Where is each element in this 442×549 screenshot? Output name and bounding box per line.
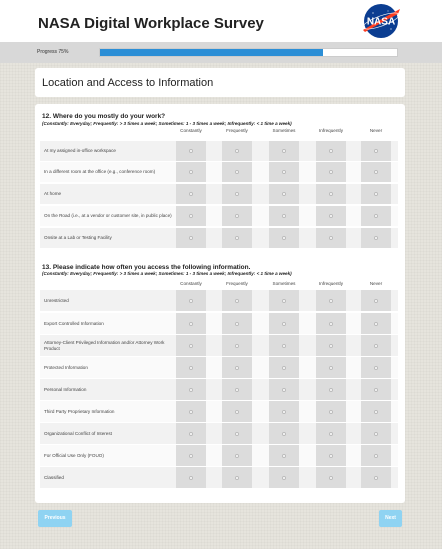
radio-cell[interactable] <box>222 228 252 248</box>
radio-button[interactable] <box>374 299 378 303</box>
radio-button[interactable] <box>329 170 333 174</box>
radio-button[interactable] <box>189 410 193 414</box>
radio-button[interactable] <box>282 344 286 348</box>
radio-button[interactable] <box>189 192 193 196</box>
radio-button[interactable] <box>329 322 333 326</box>
radio-cell[interactable] <box>176 335 206 356</box>
logo-text: NASA <box>366 16 396 28</box>
row-label: Attorney-Client Privileged Information and/or Attorney Work Product <box>44 339 165 351</box>
nasa-logo-icon <box>358 2 404 40</box>
radio-cell[interactable] <box>361 184 391 204</box>
row-label: Personal Information <box>44 386 87 392</box>
radio-button[interactable] <box>329 476 333 480</box>
matrix-row <box>40 467 398 488</box>
matrix-row <box>40 141 398 161</box>
matrix-row <box>40 184 398 204</box>
radio-button[interactable] <box>374 388 378 392</box>
radio-button[interactable] <box>189 388 193 392</box>
row-label: At my assigned in-office workspace <box>44 147 116 153</box>
radio-button[interactable] <box>189 236 193 240</box>
radio-button[interactable] <box>282 366 286 370</box>
radio-cell[interactable] <box>176 467 206 488</box>
radio-button[interactable] <box>329 344 333 348</box>
radio-cell[interactable] <box>176 206 206 226</box>
column-header-sometimes: Sometimes <box>272 281 296 286</box>
radio-cell[interactable] <box>316 206 346 226</box>
radio-cell[interactable] <box>316 335 346 356</box>
previous-button[interactable]: Previous <box>38 510 72 527</box>
radio-cell[interactable] <box>361 290 391 311</box>
matrix-row <box>40 162 398 182</box>
radio-button[interactable] <box>329 149 333 153</box>
radio-cell[interactable] <box>269 290 299 311</box>
radio-button[interactable] <box>235 192 239 196</box>
matrix-row <box>40 357 398 378</box>
radio-cell[interactable] <box>176 184 206 204</box>
radio-cell[interactable] <box>176 423 206 444</box>
radio-button[interactable] <box>329 366 333 370</box>
radio-button[interactable] <box>329 192 333 196</box>
radio-cell[interactable] <box>222 445 252 466</box>
radio-cell[interactable] <box>222 313 252 334</box>
radio-button[interactable] <box>329 432 333 436</box>
progress-bar <box>99 48 398 57</box>
radio-button[interactable] <box>282 299 286 303</box>
radio-button[interactable] <box>282 476 286 480</box>
matrix-row <box>40 228 398 248</box>
question-13-title: 13. Please indicate how often you access the following information. <box>42 264 251 271</box>
radio-cell[interactable] <box>269 423 299 444</box>
radio-button[interactable] <box>329 236 333 240</box>
progress-fill <box>100 49 323 56</box>
radio-cell[interactable] <box>316 401 346 422</box>
column-header-frequently: Frequently <box>226 128 248 133</box>
radio-cell[interactable] <box>269 184 299 204</box>
radio-button[interactable] <box>329 214 333 218</box>
column-header-frequently: Frequently <box>226 281 248 286</box>
radio-cell[interactable] <box>176 357 206 378</box>
row-label: Organizational Conflict of Interest <box>44 430 112 436</box>
radio-button[interactable] <box>189 366 193 370</box>
radio-cell[interactable] <box>222 290 252 311</box>
column-header-infrequently: Infrequently <box>318 128 343 133</box>
matrix-row <box>40 290 398 311</box>
radio-cell[interactable] <box>176 162 206 182</box>
radio-cell[interactable] <box>222 141 252 161</box>
radio-cell[interactable] <box>269 206 299 226</box>
radio-cell[interactable] <box>361 445 391 466</box>
radio-cell[interactable] <box>361 206 391 226</box>
radio-cell[interactable] <box>269 228 299 248</box>
radio-button[interactable] <box>189 454 193 458</box>
radio-cell[interactable] <box>316 141 346 161</box>
radio-cell[interactable] <box>361 357 391 378</box>
radio-cell[interactable] <box>269 401 299 422</box>
radio-button[interactable] <box>374 214 378 218</box>
column-header-never: Never <box>369 128 383 133</box>
radio-button[interactable] <box>189 344 193 348</box>
radio-button[interactable] <box>189 214 193 218</box>
radio-cell[interactable] <box>269 313 299 334</box>
row-label: Unrestricted <box>44 297 69 303</box>
radio-button[interactable] <box>329 388 333 392</box>
survey-title: NASA Digital Workplace Survey <box>38 15 264 32</box>
next-button[interactable]: Next <box>379 510 402 527</box>
row-label: Export Controlled Information <box>44 320 104 326</box>
radio-cell[interactable] <box>269 379 299 400</box>
radio-cell[interactable] <box>222 206 252 226</box>
radio-cell[interactable] <box>361 401 391 422</box>
radio-cell[interactable] <box>269 467 299 488</box>
radio-cell[interactable] <box>361 141 391 161</box>
radio-button[interactable] <box>282 236 286 240</box>
radio-button[interactable] <box>235 170 239 174</box>
radio-cell[interactable] <box>316 357 346 378</box>
radio-cell[interactable] <box>316 445 346 466</box>
radio-cell[interactable] <box>269 445 299 466</box>
column-header-never: Never <box>369 281 383 286</box>
radio-button[interactable] <box>235 432 239 436</box>
matrix-row <box>40 335 398 356</box>
radio-cell[interactable] <box>316 162 346 182</box>
row-label: For Official Use Only (FOUO) <box>44 452 104 458</box>
radio-cell[interactable] <box>316 290 346 311</box>
radio-button[interactable] <box>374 236 378 240</box>
radio-cell[interactable] <box>222 423 252 444</box>
question-12-title: 12. Where do you mostly do your work? <box>42 113 166 120</box>
radio-cell[interactable] <box>222 379 252 400</box>
radio-button[interactable] <box>235 214 239 218</box>
progress-label: Progress 75% <box>37 49 69 55</box>
radio-button[interactable] <box>235 344 239 348</box>
matrix-row <box>40 313 398 334</box>
radio-button[interactable] <box>374 432 378 436</box>
radio-cell[interactable] <box>361 379 391 400</box>
radio-button[interactable] <box>374 454 378 458</box>
radio-button[interactable] <box>189 149 193 153</box>
radio-button[interactable] <box>235 454 239 458</box>
matrix-row <box>40 423 398 444</box>
radio-button[interactable] <box>282 214 286 218</box>
radio-cell[interactable] <box>222 467 252 488</box>
question-12-hint: (Constantly: Everyday; Frequently: > 3 times a week; Sometimes: 1 - 3 times a week; Infrequently: < 1 time a week) <box>42 121 292 126</box>
column-header-constantly: Constantly <box>180 128 202 133</box>
radio-button[interactable] <box>235 366 239 370</box>
radio-cell[interactable] <box>316 313 346 334</box>
radio-button[interactable] <box>282 454 286 458</box>
radio-cell[interactable] <box>361 423 391 444</box>
radio-cell[interactable] <box>176 445 206 466</box>
radio-button[interactable] <box>282 432 286 436</box>
radio-cell[interactable] <box>269 141 299 161</box>
radio-cell[interactable] <box>361 162 391 182</box>
radio-button[interactable] <box>282 170 286 174</box>
row-label: In a different room at the office (e.g., conference room) <box>44 168 156 174</box>
radio-button[interactable] <box>235 149 239 153</box>
radio-cell[interactable] <box>316 379 346 400</box>
radio-button[interactable] <box>235 236 239 240</box>
radio-cell[interactable] <box>269 162 299 182</box>
radio-cell[interactable] <box>222 162 252 182</box>
radio-cell[interactable] <box>222 401 252 422</box>
radio-cell[interactable] <box>222 184 252 204</box>
radio-cell[interactable] <box>316 423 346 444</box>
row-label: Third Party Proprietary Information <box>44 408 115 414</box>
radio-button[interactable] <box>282 149 286 153</box>
matrix-row <box>40 206 398 226</box>
radio-button[interactable] <box>282 388 286 392</box>
radio-button[interactable] <box>189 299 193 303</box>
radio-cell[interactable] <box>176 228 206 248</box>
radio-button[interactable] <box>374 366 378 370</box>
radio-button[interactable] <box>329 299 333 303</box>
radio-button[interactable] <box>329 454 333 458</box>
radio-cell[interactable] <box>176 290 206 311</box>
question-13-hint: (Constantly: Everyday; Frequently: > 3 times a week; Sometimes: 1 - 3 times a week; Infrequently: < 1 time a week) <box>42 271 292 276</box>
radio-cell[interactable] <box>316 184 346 204</box>
radio-cell[interactable] <box>361 467 391 488</box>
page-header <box>0 0 442 42</box>
row-label: Protected Information <box>44 364 88 370</box>
radio-cell[interactable] <box>176 401 206 422</box>
radio-cell[interactable] <box>361 228 391 248</box>
radio-cell[interactable] <box>361 313 391 334</box>
matrix-row <box>40 445 398 466</box>
radio-cell[interactable] <box>316 228 346 248</box>
matrix-row <box>40 379 398 400</box>
row-label: Classified <box>44 474 64 480</box>
section-title: Location and Access to Information <box>42 77 214 89</box>
radio-button[interactable] <box>189 170 193 174</box>
radio-button[interactable] <box>374 410 378 414</box>
row-label: On the Road (i.e., at a vendor or customer site, in public place) <box>44 212 172 218</box>
radio-cell[interactable] <box>269 335 299 356</box>
radio-button[interactable] <box>374 476 378 480</box>
radio-cell[interactable] <box>176 313 206 334</box>
radio-button[interactable] <box>282 410 286 414</box>
radio-cell[interactable] <box>176 379 206 400</box>
radio-button[interactable] <box>374 149 378 153</box>
radio-button[interactable] <box>374 192 378 196</box>
radio-button[interactable] <box>235 388 239 392</box>
radio-button[interactable] <box>329 410 333 414</box>
column-header-constantly: Constantly <box>180 281 202 286</box>
row-label: Onsite at a Lab or Testing Facility <box>44 234 112 240</box>
radio-button[interactable] <box>189 476 193 480</box>
radio-button[interactable] <box>189 322 193 326</box>
radio-button[interactable] <box>374 344 378 348</box>
radio-button[interactable] <box>235 299 239 303</box>
radio-button[interactable] <box>189 432 193 436</box>
column-header-sometimes: Sometimes <box>272 128 296 133</box>
radio-cell[interactable] <box>316 467 346 488</box>
matrix-row <box>40 401 398 422</box>
radio-button[interactable] <box>374 170 378 174</box>
radio-button[interactable] <box>374 322 378 326</box>
row-label: At home <box>44 190 62 196</box>
radio-cell[interactable] <box>361 335 391 356</box>
radio-cell[interactable] <box>176 141 206 161</box>
radio-cell[interactable] <box>269 357 299 378</box>
radio-button[interactable] <box>235 410 239 414</box>
radio-button[interactable] <box>235 322 239 326</box>
radio-cell[interactable] <box>222 335 252 356</box>
radio-button[interactable] <box>235 476 239 480</box>
radio-button[interactable] <box>282 192 286 196</box>
radio-button[interactable] <box>282 322 286 326</box>
column-header-infrequently: Infrequently <box>318 281 343 286</box>
radio-cell[interactable] <box>222 357 252 378</box>
